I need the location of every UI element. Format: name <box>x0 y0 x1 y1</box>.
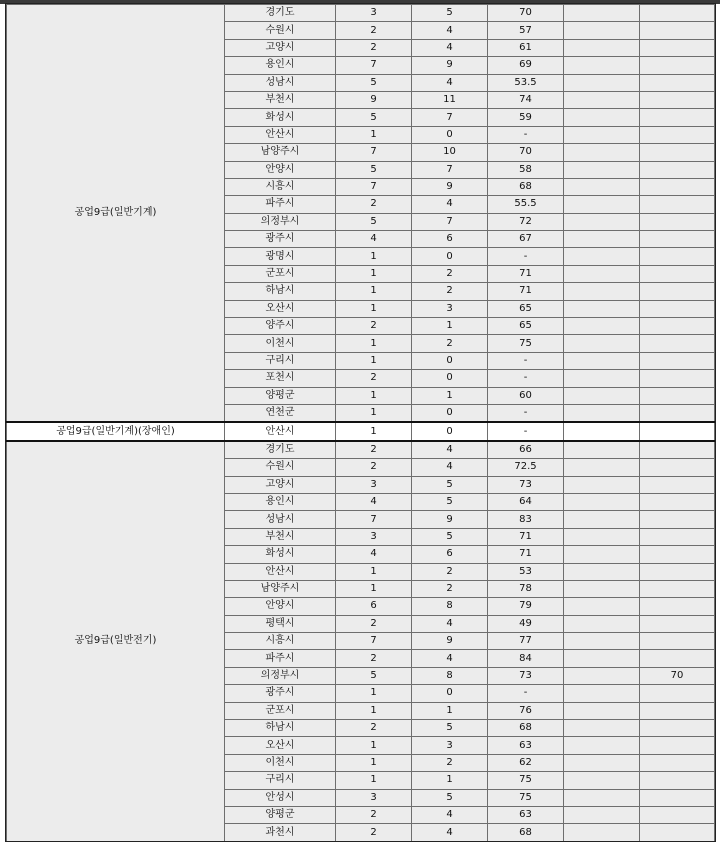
value-cell-e[interactable] <box>640 352 715 369</box>
region-cell[interactable]: 화성시 <box>225 546 336 563</box>
value-cell-e[interactable] <box>640 789 715 806</box>
value-cell-a[interactable]: 1 <box>336 563 412 580</box>
category-cell[interactable]: 공업9급(일반기계)(장애인) <box>7 422 225 440</box>
region-cell[interactable]: 광명시 <box>225 248 336 265</box>
value-cell-c[interactable]: - <box>488 404 564 422</box>
value-cell-b[interactable]: 4 <box>412 196 488 213</box>
value-cell-a[interactable]: 3 <box>336 789 412 806</box>
value-cell-e[interactable] <box>640 615 715 632</box>
value-cell-a[interactable]: 3 <box>336 5 412 22</box>
value-cell-d[interactable] <box>564 650 640 667</box>
value-cell-a[interactable]: 1 <box>336 772 412 789</box>
value-cell-b[interactable]: 2 <box>412 580 488 597</box>
value-cell-b[interactable]: 8 <box>412 667 488 684</box>
value-cell-b[interactable]: 0 <box>412 370 488 387</box>
value-cell-b[interactable]: 2 <box>412 563 488 580</box>
value-cell-e[interactable]: 70 <box>640 667 715 684</box>
category-cell[interactable]: 공업9급(일반기계) <box>7 5 225 423</box>
value-cell-a[interactable]: 1 <box>336 737 412 754</box>
value-cell-d[interactable] <box>564 459 640 476</box>
value-cell-b[interactable]: 6 <box>412 546 488 563</box>
exam-results-table <box>6 4 715 842</box>
value-cell-d[interactable] <box>564 404 640 422</box>
value-cell-e[interactable] <box>640 248 715 265</box>
value-cell-d[interactable] <box>564 318 640 335</box>
value-cell-b[interactable]: 0 <box>412 352 488 369</box>
value-cell-b[interactable]: 9 <box>412 633 488 650</box>
region-cell[interactable]: 성남시 <box>225 511 336 528</box>
value-cell-e[interactable] <box>640 213 715 230</box>
value-cell-c[interactable]: 75 <box>488 772 564 789</box>
region-cell[interactable]: 용인시 <box>225 493 336 510</box>
value-cell-d[interactable] <box>564 615 640 632</box>
value-cell-e[interactable] <box>640 265 715 282</box>
value-cell-b[interactable]: 3 <box>412 737 488 754</box>
value-cell-c[interactable]: - <box>488 352 564 369</box>
value-cell-e[interactable] <box>640 404 715 422</box>
value-cell-e[interactable] <box>640 650 715 667</box>
value-cell-d[interactable] <box>564 352 640 369</box>
region-cell[interactable]: 군포시 <box>225 702 336 719</box>
value-cell-c[interactable]: 79 <box>488 598 564 615</box>
region-cell[interactable]: 이천시 <box>225 335 336 352</box>
value-cell-d[interactable] <box>564 335 640 352</box>
value-cell-d[interactable] <box>564 231 640 248</box>
value-cell-e[interactable] <box>640 300 715 317</box>
value-cell-c[interactable]: 63 <box>488 737 564 754</box>
value-cell-c[interactable]: 69 <box>488 57 564 74</box>
value-cell-c[interactable]: 62 <box>488 754 564 771</box>
value-cell-e[interactable] <box>640 511 715 528</box>
value-cell-e[interactable] <box>640 459 715 476</box>
value-cell-a[interactable]: 1 <box>336 248 412 265</box>
value-cell-c[interactable]: 75 <box>488 335 564 352</box>
value-cell-e[interactable] <box>640 598 715 615</box>
region-cell[interactable]: 화성시 <box>225 109 336 126</box>
value-cell-e[interactable] <box>640 422 715 440</box>
table-row <box>7 441 715 459</box>
value-cell-c[interactable]: 72 <box>488 213 564 230</box>
value-cell-a[interactable]: 6 <box>336 598 412 615</box>
value-cell-a[interactable]: 7 <box>336 633 412 650</box>
region-cell[interactable]: 고양시 <box>225 476 336 493</box>
table-body <box>7 5 715 842</box>
value-cell-b[interactable]: 9 <box>412 178 488 195</box>
value-cell-d[interactable] <box>564 476 640 493</box>
value-cell-d[interactable] <box>564 370 640 387</box>
value-cell-c[interactable]: 71 <box>488 528 564 545</box>
value-cell-c[interactable]: 49 <box>488 615 564 632</box>
value-cell-d[interactable] <box>564 5 640 22</box>
value-cell-e[interactable] <box>640 335 715 352</box>
value-cell-a[interactable]: 1 <box>336 283 412 300</box>
value-cell-a[interactable]: 5 <box>336 213 412 230</box>
value-cell-b[interactable]: 10 <box>412 144 488 161</box>
value-cell-d[interactable] <box>564 546 640 563</box>
value-cell-a[interactable]: 5 <box>336 667 412 684</box>
value-cell-a[interactable]: 7 <box>336 57 412 74</box>
value-cell-e[interactable] <box>640 126 715 143</box>
value-cell-c[interactable]: 65 <box>488 318 564 335</box>
region-cell[interactable]: 남양주시 <box>225 144 336 161</box>
region-cell[interactable]: 안양시 <box>225 161 336 178</box>
value-cell-e[interactable] <box>640 144 715 161</box>
value-cell-e[interactable] <box>640 546 715 563</box>
value-cell-b[interactable]: 5 <box>412 476 488 493</box>
region-cell[interactable]: 성남시 <box>225 74 336 91</box>
region-cell[interactable]: 안산시 <box>225 422 336 440</box>
value-cell-e[interactable] <box>640 580 715 597</box>
value-cell-d[interactable] <box>564 563 640 580</box>
value-cell-b[interactable]: 1 <box>412 702 488 719</box>
value-cell-e[interactable] <box>640 563 715 580</box>
value-cell-c[interactable]: 67 <box>488 231 564 248</box>
region-cell[interactable]: 수원시 <box>225 22 336 39</box>
region-cell[interactable]: 용인시 <box>225 57 336 74</box>
value-cell-c[interactable]: 73 <box>488 667 564 684</box>
value-cell-d[interactable] <box>564 493 640 510</box>
value-cell-e[interactable] <box>640 476 715 493</box>
value-cell-e[interactable] <box>640 74 715 91</box>
value-cell-c[interactable]: 70 <box>488 5 564 22</box>
value-cell-a[interactable]: 1 <box>336 754 412 771</box>
value-cell-a[interactable]: 1 <box>336 580 412 597</box>
value-cell-a[interactable]: 1 <box>336 126 412 143</box>
region-cell[interactable]: 안성시 <box>225 789 336 806</box>
value-cell-e[interactable] <box>640 493 715 510</box>
value-cell-c[interactable]: 78 <box>488 580 564 597</box>
value-cell-e[interactable] <box>640 91 715 108</box>
region-cell[interactable]: 남양주시 <box>225 580 336 597</box>
value-cell-b[interactable]: 5 <box>412 5 488 22</box>
value-cell-d[interactable] <box>564 720 640 737</box>
value-cell-d[interactable] <box>564 824 640 841</box>
value-cell-d[interactable] <box>564 39 640 56</box>
value-cell-a[interactable]: 2 <box>336 824 412 841</box>
value-cell-b[interactable]: 3 <box>412 300 488 317</box>
value-cell-c[interactable]: - <box>488 126 564 143</box>
value-cell-d[interactable] <box>564 511 640 528</box>
value-cell-e[interactable] <box>640 737 715 754</box>
value-cell-a[interactable]: 2 <box>336 318 412 335</box>
region-cell[interactable]: 시흥시 <box>225 633 336 650</box>
value-cell-e[interactable] <box>640 231 715 248</box>
value-cell-d[interactable] <box>564 57 640 74</box>
region-cell[interactable]: 이천시 <box>225 754 336 771</box>
value-cell-d[interactable] <box>564 248 640 265</box>
region-cell[interactable]: 부천시 <box>225 91 336 108</box>
value-cell-a[interactable]: 1 <box>336 352 412 369</box>
value-cell-d[interactable] <box>564 528 640 545</box>
value-cell-b[interactable]: 0 <box>412 248 488 265</box>
region-cell[interactable]: 구리시 <box>225 772 336 789</box>
value-cell-e[interactable] <box>640 283 715 300</box>
value-cell-d[interactable] <box>564 387 640 404</box>
value-cell-d[interactable] <box>564 265 640 282</box>
value-cell-b[interactable]: 7 <box>412 109 488 126</box>
value-cell-b[interactable]: 4 <box>412 39 488 56</box>
region-cell[interactable]: 하남시 <box>225 283 336 300</box>
region-cell[interactable]: 구리시 <box>225 352 336 369</box>
value-cell-c[interactable]: 71 <box>488 283 564 300</box>
value-cell-e[interactable] <box>640 685 715 702</box>
value-cell-a[interactable]: 1 <box>336 300 412 317</box>
value-cell-b[interactable]: 6 <box>412 231 488 248</box>
value-cell-c[interactable]: - <box>488 248 564 265</box>
value-cell-b[interactable]: 2 <box>412 265 488 282</box>
value-cell-b[interactable]: 1 <box>412 387 488 404</box>
value-cell-c[interactable]: 61 <box>488 39 564 56</box>
region-cell[interactable]: 부천시 <box>225 528 336 545</box>
value-cell-a[interactable]: 1 <box>336 702 412 719</box>
value-cell-c[interactable]: 70 <box>488 144 564 161</box>
region-cell[interactable]: 양주시 <box>225 318 336 335</box>
region-cell[interactable]: 연천군 <box>225 404 336 422</box>
value-cell-b[interactable]: 4 <box>412 806 488 823</box>
value-cell-b[interactable]: 5 <box>412 493 488 510</box>
value-cell-d[interactable] <box>564 754 640 771</box>
region-cell[interactable]: 평택시 <box>225 615 336 632</box>
value-cell-e[interactable] <box>640 754 715 771</box>
value-cell-a[interactable]: 1 <box>336 335 412 352</box>
value-cell-c[interactable]: 66 <box>488 441 564 459</box>
value-cell-d[interactable] <box>564 91 640 108</box>
category-cell[interactable]: 공업9급(일반전기) <box>7 441 225 841</box>
value-cell-d[interactable] <box>564 441 640 459</box>
region-cell[interactable]: 파주시 <box>225 650 336 667</box>
value-cell-b[interactable]: 1 <box>412 318 488 335</box>
region-cell[interactable]: 양평군 <box>225 806 336 823</box>
value-cell-b[interactable]: 4 <box>412 22 488 39</box>
value-cell-d[interactable] <box>564 806 640 823</box>
value-cell-e[interactable] <box>640 702 715 719</box>
value-cell-d[interactable] <box>564 126 640 143</box>
value-cell-b[interactable]: 5 <box>412 528 488 545</box>
value-cell-b[interactable]: 9 <box>412 511 488 528</box>
value-cell-e[interactable] <box>640 109 715 126</box>
value-cell-e[interactable] <box>640 318 715 335</box>
value-cell-a[interactable]: 5 <box>336 74 412 91</box>
value-cell-a[interactable]: 1 <box>336 265 412 282</box>
value-cell-c[interactable]: 76 <box>488 702 564 719</box>
value-cell-c[interactable]: 60 <box>488 387 564 404</box>
value-cell-b[interactable]: 4 <box>412 74 488 91</box>
value-cell-e[interactable] <box>640 370 715 387</box>
value-cell-b[interactable]: 11 <box>412 91 488 108</box>
value-cell-c[interactable]: 71 <box>488 546 564 563</box>
value-cell-d[interactable] <box>564 633 640 650</box>
value-cell-a[interactable]: 7 <box>336 144 412 161</box>
region-cell[interactable]: 경기도 <box>225 5 336 22</box>
value-cell-c[interactable]: 68 <box>488 720 564 737</box>
region-cell[interactable]: 수원시 <box>225 459 336 476</box>
value-cell-d[interactable] <box>564 598 640 615</box>
value-cell-b[interactable]: 2 <box>412 754 488 771</box>
region-cell[interactable]: 과천시 <box>225 824 336 841</box>
value-cell-c[interactable]: 74 <box>488 91 564 108</box>
value-cell-d[interactable] <box>564 702 640 719</box>
value-cell-c[interactable]: 58 <box>488 161 564 178</box>
value-cell-e[interactable] <box>640 772 715 789</box>
value-cell-b[interactable]: 5 <box>412 789 488 806</box>
value-cell-a[interactable]: 7 <box>336 178 412 195</box>
region-cell[interactable]: 안양시 <box>225 598 336 615</box>
value-cell-a[interactable]: 5 <box>336 109 412 126</box>
value-cell-a[interactable]: 2 <box>336 39 412 56</box>
value-cell-a[interactable]: 7 <box>336 511 412 528</box>
value-cell-a[interactable]: 9 <box>336 91 412 108</box>
value-cell-c[interactable]: - <box>488 685 564 702</box>
region-cell[interactable]: 시흥시 <box>225 178 336 195</box>
region-cell[interactable]: 군포시 <box>225 265 336 282</box>
value-cell-b[interactable]: 4 <box>412 824 488 841</box>
value-cell-b[interactable]: 4 <box>412 459 488 476</box>
value-cell-a[interactable]: 2 <box>336 650 412 667</box>
value-cell-c[interactable]: 68 <box>488 824 564 841</box>
value-cell-d[interactable] <box>564 283 640 300</box>
value-cell-d[interactable] <box>564 422 640 440</box>
region-cell[interactable]: 경기도 <box>225 441 336 459</box>
value-cell-d[interactable] <box>564 178 640 195</box>
value-cell-c[interactable]: 65 <box>488 300 564 317</box>
value-cell-c[interactable]: 84 <box>488 650 564 667</box>
value-cell-a[interactable]: 4 <box>336 231 412 248</box>
region-cell[interactable]: 고양시 <box>225 39 336 56</box>
value-cell-e[interactable] <box>640 387 715 404</box>
value-cell-e[interactable] <box>640 22 715 39</box>
region-cell[interactable]: 광주시 <box>225 685 336 702</box>
value-cell-b[interactable]: 4 <box>412 615 488 632</box>
value-cell-a[interactable]: 1 <box>336 404 412 422</box>
table-row <box>7 422 715 440</box>
value-cell-d[interactable] <box>564 161 640 178</box>
value-cell-b[interactable]: 8 <box>412 598 488 615</box>
value-cell-d[interactable] <box>564 74 640 91</box>
region-cell[interactable]: 오산시 <box>225 300 336 317</box>
value-cell-a[interactable]: 2 <box>336 459 412 476</box>
value-cell-d[interactable] <box>564 685 640 702</box>
value-cell-b[interactable]: 4 <box>412 650 488 667</box>
value-cell-a[interactable]: 2 <box>336 615 412 632</box>
value-cell-d[interactable] <box>564 789 640 806</box>
value-cell-d[interactable] <box>564 300 640 317</box>
value-cell-e[interactable] <box>640 161 715 178</box>
value-cell-d[interactable] <box>564 22 640 39</box>
value-cell-e[interactable] <box>640 5 715 22</box>
value-cell-b[interactable]: 7 <box>412 213 488 230</box>
value-cell-c[interactable]: 75 <box>488 789 564 806</box>
value-cell-d[interactable] <box>564 580 640 597</box>
value-cell-c[interactable]: 53.5 <box>488 74 564 91</box>
value-cell-d[interactable] <box>564 667 640 684</box>
value-cell-e[interactable] <box>640 441 715 459</box>
value-cell-c[interactable]: 59 <box>488 109 564 126</box>
value-cell-e[interactable] <box>640 633 715 650</box>
value-cell-b[interactable]: 0 <box>412 685 488 702</box>
region-cell[interactable]: 양평군 <box>225 387 336 404</box>
value-cell-c[interactable]: 68 <box>488 178 564 195</box>
value-cell-c[interactable]: 72.5 <box>488 459 564 476</box>
value-cell-d[interactable] <box>564 213 640 230</box>
value-cell-c[interactable]: 73 <box>488 476 564 493</box>
table-row <box>7 5 715 22</box>
value-cell-c[interactable]: 71 <box>488 265 564 282</box>
value-cell-e[interactable] <box>640 39 715 56</box>
value-cell-c[interactable]: 63 <box>488 806 564 823</box>
value-cell-a[interactable]: 3 <box>336 476 412 493</box>
value-cell-b[interactable]: 0 <box>412 404 488 422</box>
value-cell-b[interactable]: 0 <box>412 422 488 440</box>
value-cell-c[interactable]: - <box>488 370 564 387</box>
value-cell-c[interactable]: 77 <box>488 633 564 650</box>
region-cell[interactable]: 안산시 <box>225 126 336 143</box>
value-cell-b[interactable]: 1 <box>412 772 488 789</box>
value-cell-e[interactable] <box>640 57 715 74</box>
region-cell[interactable]: 의정부시 <box>225 213 336 230</box>
value-cell-d[interactable] <box>564 144 640 161</box>
region-cell[interactable]: 파주시 <box>225 196 336 213</box>
value-cell-a[interactable]: 4 <box>336 546 412 563</box>
value-cell-a[interactable]: 1 <box>336 422 412 440</box>
value-cell-b[interactable]: 4 <box>412 441 488 459</box>
region-cell[interactable]: 오산시 <box>225 737 336 754</box>
value-cell-d[interactable] <box>564 196 640 213</box>
value-cell-a[interactable]: 5 <box>336 161 412 178</box>
value-cell-c[interactable]: 57 <box>488 22 564 39</box>
value-cell-a[interactable]: 4 <box>336 493 412 510</box>
value-cell-a[interactable]: 2 <box>336 441 412 459</box>
value-cell-e[interactable] <box>640 720 715 737</box>
value-cell-a[interactable]: 3 <box>336 528 412 545</box>
value-cell-a[interactable]: 2 <box>336 370 412 387</box>
value-cell-a[interactable]: 2 <box>336 806 412 823</box>
value-cell-a[interactable]: 2 <box>336 720 412 737</box>
value-cell-e[interactable] <box>640 824 715 841</box>
value-cell-c[interactable]: 53 <box>488 563 564 580</box>
value-cell-b[interactable]: 0 <box>412 126 488 143</box>
value-cell-a[interactable]: 2 <box>336 196 412 213</box>
region-cell[interactable]: 하남시 <box>225 720 336 737</box>
value-cell-a[interactable]: 1 <box>336 387 412 404</box>
value-cell-d[interactable] <box>564 737 640 754</box>
value-cell-c[interactable]: - <box>488 422 564 440</box>
value-cell-e[interactable] <box>640 196 715 213</box>
value-cell-c[interactable]: 83 <box>488 511 564 528</box>
region-cell[interactable]: 광주시 <box>225 231 336 248</box>
value-cell-b[interactable]: 2 <box>412 335 488 352</box>
value-cell-a[interactable]: 2 <box>336 22 412 39</box>
value-cell-e[interactable] <box>640 178 715 195</box>
value-cell-e[interactable] <box>640 806 715 823</box>
region-cell[interactable]: 포천시 <box>225 370 336 387</box>
value-cell-c[interactable]: 64 <box>488 493 564 510</box>
value-cell-d[interactable] <box>564 109 640 126</box>
value-cell-d[interactable] <box>564 772 640 789</box>
region-cell[interactable]: 안산시 <box>225 563 336 580</box>
value-cell-b[interactable]: 5 <box>412 720 488 737</box>
value-cell-b[interactable]: 2 <box>412 283 488 300</box>
value-cell-e[interactable] <box>640 528 715 545</box>
region-cell[interactable]: 의정부시 <box>225 667 336 684</box>
value-cell-c[interactable]: 55.5 <box>488 196 564 213</box>
value-cell-b[interactable]: 7 <box>412 161 488 178</box>
value-cell-a[interactable]: 1 <box>336 685 412 702</box>
value-cell-b[interactable]: 9 <box>412 57 488 74</box>
